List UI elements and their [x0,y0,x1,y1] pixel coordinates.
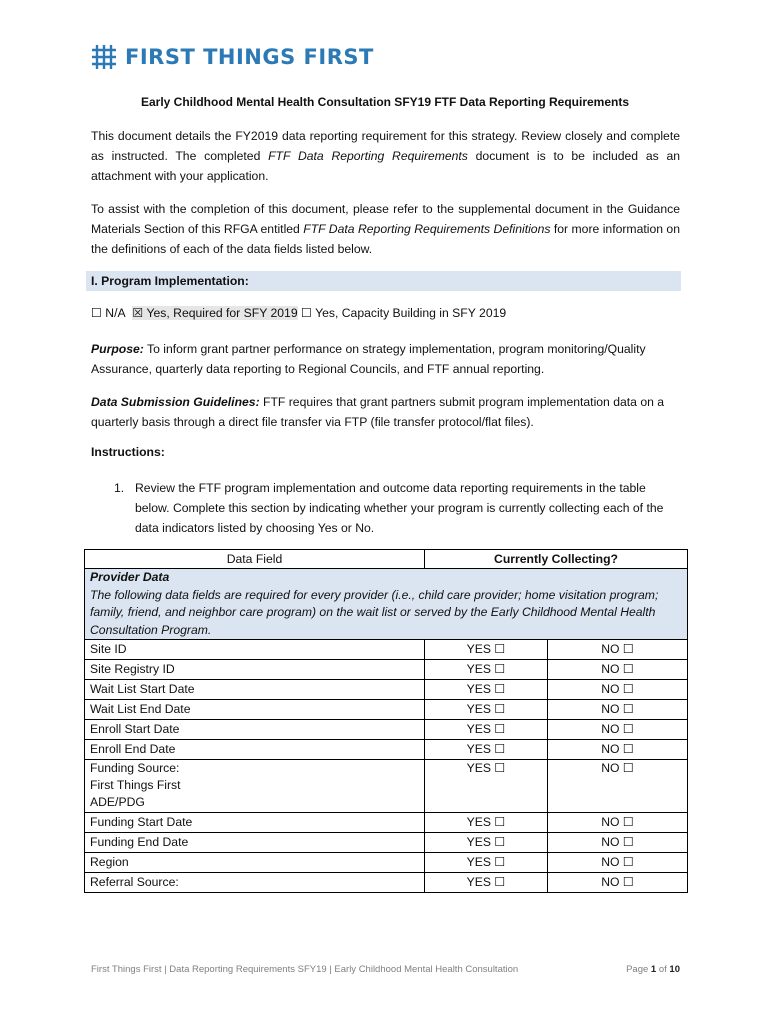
no-checkbox[interactable]: NO ☐ [548,680,688,700]
data-fields-table [84,549,688,893]
no-checkbox[interactable]: NO ☐ [548,760,688,813]
table-row [85,720,688,740]
hash-logo-icon [91,44,117,70]
field-name: Enroll Start Date [85,720,425,740]
yes-checkbox[interactable]: YES ☐ [425,720,548,740]
column-header-field: Data Field [85,550,425,569]
yes-checkbox[interactable]: YES ☐ [425,853,548,873]
purpose-text: Purpose: To inform grant partner performance on strategy implementation, program monitoring/Quality Assurance, quarterly data reporting to Regional Councils, and FTF annual reporting. [91,342,646,376]
no-checkbox[interactable]: NO ☐ [548,640,688,660]
yes-checkbox[interactable]: YES ☐ [425,640,548,660]
no-checkbox[interactable]: NO ☐ [548,700,688,720]
field-name: Funding Start Date [85,813,425,833]
table-row-funding-source [85,760,688,813]
field-name-funding: Funding Source: First Things First ADE/PDG [85,760,425,813]
logo [91,44,374,70]
yes-checkbox[interactable]: YES ☐ [425,700,548,720]
no-checkbox[interactable]: NO ☐ [548,873,688,893]
yes-checkbox[interactable]: YES ☐ [425,833,548,853]
field-name: Wait List End Date [85,700,425,720]
yes-checkbox[interactable]: YES ☐ [425,740,548,760]
table-row [85,813,688,833]
table-row [85,853,688,873]
no-checkbox[interactable]: NO ☐ [548,740,688,760]
field-name: Wait List Start Date [85,680,425,700]
field-name: Enroll End Date [85,740,425,760]
field-name: Site Registry ID [85,660,425,680]
yes-checkbox[interactable]: YES ☐ [425,680,548,700]
intro-paragraph-1: This document details the FY2019 data reporting requirement for this strategy. Review closely and complete as instructed. The completed FTF Data Reporting Requirements document is to be included as an attachment with your application. [91,129,680,183]
yes-checkbox[interactable]: YES ☐ [425,813,548,833]
instruction-step-1: 1. Review the FTF program implementation and outcome data reporting requirements in the table below. Complete this section by indicating whether your program is currently collecting each of the data indicators listed by choosing Yes or No. [114,481,664,535]
table-row [85,700,688,720]
no-checkbox[interactable]: NO ☐ [548,813,688,833]
no-checkbox[interactable]: NO ☐ [548,660,688,680]
table-row [85,640,688,660]
field-name: Site ID [85,640,425,660]
table-row [85,740,688,760]
option-required-checkbox[interactable]: ☒ Yes, Required for SFY 2019 [132,306,298,320]
table-row [85,680,688,700]
section-heading: I. Program Implementation: [86,271,681,291]
logo-text: FIRST THINGS FIRST [125,45,374,69]
footer-text: First Things First | Data Reporting Requirements SFY19 | Early Childhood Mental Health Consultation [91,964,519,975]
column-header-collecting: Currently Collecting? [425,550,688,569]
field-name: Region [85,853,425,873]
no-checkbox[interactable]: NO ☐ [548,720,688,740]
instructions-label: Instructions: [91,445,165,459]
field-name: Funding End Date [85,833,425,853]
table-row [85,833,688,853]
option-capacity-checkbox[interactable]: ☐ Yes, Capacity Building in SFY 2019 [301,306,507,320]
intro-paragraph-2: To assist with the completion of this document, please refer to the supplemental document in the Guidance Materials Section of this RFGA entitled FTF Data Reporting Requirements Definitions for more information on the definitions of each of the data fields listed below. [91,202,680,256]
guidelines-text: Data Submission Guidelines: FTF requires that grant partners submit program implementation data on a quarterly basis through a direct file transfer via FTP (file transfer protocol/flat files). [91,395,665,429]
document-title: Early Childhood Mental Health Consultation SFY19 FTF Data Reporting Requirements [140,95,630,109]
page-number: Page 1 of 10 [626,964,680,975]
field-name: Referral Source: [85,873,425,893]
table-row [85,660,688,680]
table-row [85,873,688,893]
group-provider-data: Provider Data The following data fields are required for every provider (i.e., child care provider; home visitation program; family, friend, and neighbor care program) on the wait list or served by the Early Childhood Mental Health Consultation Program. [85,569,688,640]
yes-checkbox[interactable]: YES ☐ [425,660,548,680]
yes-checkbox[interactable]: YES ☐ [425,873,548,893]
option-na-checkbox[interactable]: ☐ N/A [91,306,126,320]
no-checkbox[interactable]: NO ☐ [548,833,688,853]
no-checkbox[interactable]: NO ☐ [548,853,688,873]
implementation-options [91,304,506,322]
yes-checkbox[interactable]: YES ☐ [425,760,548,813]
